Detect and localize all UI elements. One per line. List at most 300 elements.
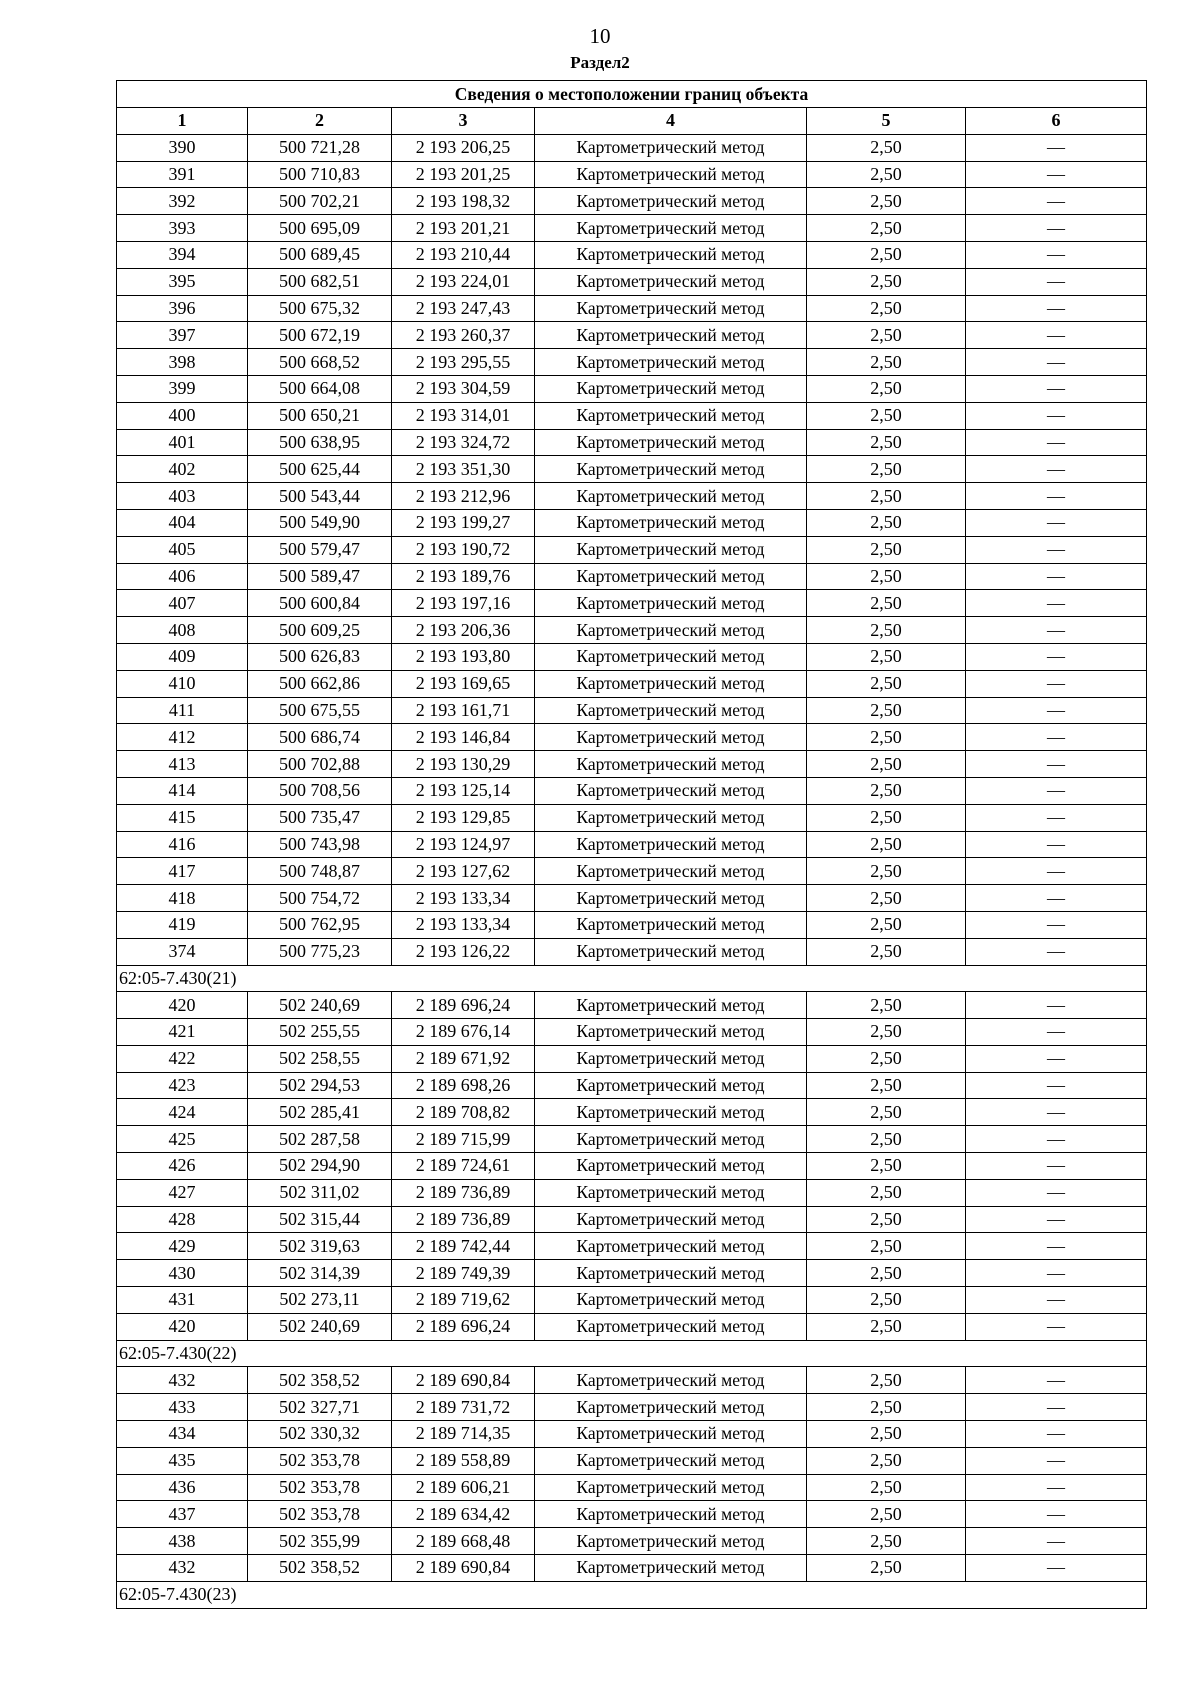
table-body [117,134,1147,1608]
table-cell: 438 [117,1528,248,1555]
table-cell: 2,50 [807,1528,966,1555]
table-cell: Картометрический метод [535,617,807,644]
table-cell: 2,50 [807,1260,966,1287]
table-row [117,1367,1147,1394]
table-cell: Картометрический метод [535,241,807,268]
table-cell: 502 330,32 [248,1421,392,1448]
table-cell: — [966,1313,1147,1340]
table-cell: 2,50 [807,1126,966,1153]
table-cell: 2,50 [807,188,966,215]
table-cell: 500 650,21 [248,402,392,429]
table-cell: 2 189 719,62 [392,1287,535,1314]
table-cell: 502 294,90 [248,1153,392,1180]
table-cell: 426 [117,1153,248,1180]
table-row [117,1045,1147,1072]
table-cell: 2,50 [807,375,966,402]
table-row [117,1474,1147,1501]
table-cell: — [966,429,1147,456]
table-cell: 437 [117,1501,248,1528]
table-row [117,1153,1147,1180]
group-label: 62:05-7.430(21) [117,965,1147,992]
table-cell: — [966,1528,1147,1555]
table-cell: — [966,322,1147,349]
table-cell: — [966,992,1147,1019]
table-cell: 2 193 124,97 [392,831,535,858]
table-cell: — [966,1394,1147,1421]
table-cell: 400 [117,402,248,429]
table-cell: 2,50 [807,1555,966,1582]
table-cell: 430 [117,1260,248,1287]
table-cell: — [966,1447,1147,1474]
table-cell: 407 [117,590,248,617]
table-cell: 2 189 558,89 [392,1447,535,1474]
table-cell: — [966,241,1147,268]
table-cell: 502 255,55 [248,1019,392,1046]
table-cell: — [966,590,1147,617]
table-cell: Картометрический метод [535,1019,807,1046]
table-cell: 422 [117,1045,248,1072]
table-cell: Картометрический метод [535,751,807,778]
table-cell: 2 193 161,71 [392,697,535,724]
table-cell: 500 625,44 [248,456,392,483]
table-cell: 2 193 260,37 [392,322,535,349]
table-row [117,804,1147,831]
table-cell: Картометрический метод [535,1474,807,1501]
table-cell: — [966,751,1147,778]
table-cell: — [966,1099,1147,1126]
table-cell: — [966,509,1147,536]
table-cell: Картометрический метод [535,1555,807,1582]
table-cell: 502 314,39 [248,1260,392,1287]
table-cell: 2,50 [807,483,966,510]
table-row [117,1287,1147,1314]
boundary-coordinates-table [116,80,1147,1609]
table-row [117,509,1147,536]
table-cell: 2 189 736,89 [392,1179,535,1206]
table-row [117,483,1147,510]
table-row [117,885,1147,912]
table-cell: Картометрический метод [535,858,807,885]
table-cell: 2 193 169,65 [392,670,535,697]
group-label: 62:05-7.430(22) [117,1340,1147,1367]
table-cell: — [966,188,1147,215]
column-number-cell: 4 [535,108,807,135]
table-cell: 502 294,53 [248,1072,392,1099]
table-cell: — [966,349,1147,376]
table-cell: — [966,1019,1147,1046]
table-cell: 408 [117,617,248,644]
table-cell: 435 [117,1447,248,1474]
table-cell: 500 702,88 [248,751,392,778]
table-row [117,1099,1147,1126]
table-cell: 2 189 668,48 [392,1528,535,1555]
table-cell: 2 193 201,21 [392,215,535,242]
table-row [117,456,1147,483]
table-cell: 500 708,56 [248,777,392,804]
table-cell: — [966,1501,1147,1528]
table-row [117,1501,1147,1528]
section-heading: Раздел2 [570,53,630,72]
table-cell: 500 675,55 [248,697,392,724]
table-cell: 2,50 [807,322,966,349]
table-cell: 500 609,25 [248,617,392,644]
table-cell: 395 [117,268,248,295]
table-row [117,188,1147,215]
table-row [117,1421,1147,1448]
table-cell: 411 [117,697,248,724]
table-cell: 2,50 [807,885,966,912]
table-cell: 2,50 [807,992,966,1019]
table-cell: 500 735,47 [248,804,392,831]
table-cell: 500 754,72 [248,885,392,912]
table-row [117,911,1147,938]
table-cell: 2 189 606,21 [392,1474,535,1501]
table-cell: 2,50 [807,1313,966,1340]
table-cell: 414 [117,777,248,804]
table-cell: Картометрический метод [535,215,807,242]
table-cell: 2,50 [807,241,966,268]
table-cell: 2 189 715,99 [392,1126,535,1153]
table-cell: Картометрический метод [535,1501,807,1528]
table-cell: — [966,1287,1147,1314]
table-cell: Картометрический метод [535,1153,807,1180]
table-row [117,992,1147,1019]
table-cell: — [966,1206,1147,1233]
table-cell: Картометрический метод [535,456,807,483]
column-number-cell: 1 [117,108,248,135]
table-row [117,322,1147,349]
table-cell: Картометрический метод [535,938,807,965]
table-cell: Картометрический метод [535,643,807,670]
table-cell: 500 626,83 [248,643,392,670]
table-row [117,1447,1147,1474]
table-cell: 500 710,83 [248,161,392,188]
table-row [117,1394,1147,1421]
table-cell: — [966,134,1147,161]
table-cell: 2 193 206,25 [392,134,535,161]
table-cell: 2 189 742,44 [392,1233,535,1260]
table-cell: 393 [117,215,248,242]
table-cell: 500 686,74 [248,724,392,751]
table-cell: 2,50 [807,697,966,724]
table-cell: — [966,938,1147,965]
table-cell: 2,50 [807,1287,966,1314]
table-cell: — [966,911,1147,938]
column-number-cell: 6 [966,108,1147,135]
table-cell: Картометрический метод [535,375,807,402]
table-cell: 405 [117,536,248,563]
table-cell: 502 319,63 [248,1233,392,1260]
table-cell: Картометрический метод [535,563,807,590]
table-cell: 2 193 324,72 [392,429,535,456]
table-cell: Картометрический метод [535,697,807,724]
table-cell: 396 [117,295,248,322]
table-cell: 2,50 [807,402,966,429]
table-cell: 500 579,47 [248,536,392,563]
table-cell: 420 [117,1313,248,1340]
table-cell: 421 [117,1019,248,1046]
table-cell: 425 [117,1126,248,1153]
table-cell: 2 193 351,30 [392,456,535,483]
table-cell: — [966,724,1147,751]
table-cell: 428 [117,1206,248,1233]
table-cell: — [966,161,1147,188]
table-cell: 2,50 [807,215,966,242]
group-header-row [117,1581,1147,1608]
table-cell: 429 [117,1233,248,1260]
table-row [117,724,1147,751]
table-cell: 390 [117,134,248,161]
table-row [117,241,1147,268]
table-cell: 502 258,55 [248,1045,392,1072]
table-cell: 2,50 [807,804,966,831]
table-cell: 2 193 199,27 [392,509,535,536]
table-cell: Картометрический метод [535,992,807,1019]
table-row [117,268,1147,295]
table-cell: 2,50 [807,1019,966,1046]
table-cell: 2,50 [807,563,966,590]
table-cell: 397 [117,322,248,349]
table-cell: Картометрический метод [535,1394,807,1421]
table-cell: 436 [117,1474,248,1501]
table-cell: 2 193 295,55 [392,349,535,376]
table-cell: 420 [117,992,248,1019]
table-cell: 502 287,58 [248,1126,392,1153]
table-row [117,590,1147,617]
table-cell: 2,50 [807,724,966,751]
table-cell: Картометрический метод [535,188,807,215]
table-cell: 2 189 696,24 [392,992,535,1019]
table-cell: 500 743,98 [248,831,392,858]
table-cell: 500 638,95 [248,429,392,456]
table-row [117,1528,1147,1555]
table-cell: 415 [117,804,248,831]
table-cell: 374 [117,938,248,965]
table-cell: Картометрический метод [535,322,807,349]
table-cell: — [966,831,1147,858]
table-cell: 2,50 [807,509,966,536]
table-cell: 2 189 676,14 [392,1019,535,1046]
table-cell: 410 [117,670,248,697]
table-cell: Картометрический метод [535,1260,807,1287]
table-cell: 2,50 [807,643,966,670]
table-cell: 417 [117,858,248,885]
table-cell: — [966,777,1147,804]
table-row [117,134,1147,161]
table-row [117,1126,1147,1153]
table-cell: 413 [117,751,248,778]
table-row [117,1233,1147,1260]
table-cell: 500 662,86 [248,670,392,697]
table-cell: 2,50 [807,938,966,965]
table-cell: Картометрический метод [535,1287,807,1314]
table-row [117,670,1147,697]
table-cell: — [966,643,1147,670]
table-cell: 2 189 690,84 [392,1555,535,1582]
table-cell: 502 315,44 [248,1206,392,1233]
table-cell: 2,50 [807,617,966,644]
table-cell: 431 [117,1287,248,1314]
table-row [117,375,1147,402]
table-cell: 398 [117,349,248,376]
table-cell: 406 [117,563,248,590]
page-number: 10 [589,24,611,48]
table-cell: 500 689,45 [248,241,392,268]
table-cell: 500 600,84 [248,590,392,617]
table-cell: 404 [117,509,248,536]
table-row [117,858,1147,885]
table-cell: Картометрический метод [535,1447,807,1474]
table-row [117,1179,1147,1206]
table-cell: Картометрический метод [535,1206,807,1233]
table-cell: 2 193 146,84 [392,724,535,751]
table-cell: 391 [117,161,248,188]
table-cell: — [966,402,1147,429]
table-cell: 433 [117,1394,248,1421]
table-cell: 500 748,87 [248,858,392,885]
table-cell: 2 189 690,84 [392,1367,535,1394]
table-cell: — [966,483,1147,510]
table-cell: 2 193 133,34 [392,885,535,912]
table-cell: 502 358,52 [248,1367,392,1394]
table-cell: 502 285,41 [248,1099,392,1126]
table-cell: 2 193 125,14 [392,777,535,804]
table-cell: 2,50 [807,1206,966,1233]
table-cell: Картометрический метод [535,509,807,536]
table-cell: 2,50 [807,858,966,885]
table-cell: — [966,670,1147,697]
table-row [117,938,1147,965]
table-cell: 416 [117,831,248,858]
table-cell: — [966,563,1147,590]
table-cell: 2 193 314,01 [392,402,535,429]
table-cell: 402 [117,456,248,483]
table-cell: — [966,268,1147,295]
table-cell: — [966,1260,1147,1287]
table-cell: 2 189 671,92 [392,1045,535,1072]
table-cell: 2,50 [807,911,966,938]
table-cell: 2 193 210,44 [392,241,535,268]
table-cell: 432 [117,1367,248,1394]
table-cell: Картометрический метод [535,402,807,429]
table-cell: 2 193 130,29 [392,751,535,778]
table-cell: 2,50 [807,777,966,804]
table-cell: — [966,295,1147,322]
table-cell: 2,50 [807,349,966,376]
table-row [117,536,1147,563]
table-cell: 2 193 190,72 [392,536,535,563]
table-cell: 502 353,78 [248,1474,392,1501]
table-cell: 2,50 [807,1045,966,1072]
table-cell: Картометрический метод [535,1313,807,1340]
column-number-row [117,108,1147,135]
table-cell: Картометрический метод [535,724,807,751]
table-cell: 2 193 189,76 [392,563,535,590]
table-cell: 500 675,32 [248,295,392,322]
table-cell: 500 668,52 [248,349,392,376]
table-cell: 502 353,78 [248,1501,392,1528]
table-cell: 2,50 [807,670,966,697]
table-cell: 399 [117,375,248,402]
table-cell: 2,50 [807,134,966,161]
table-cell: 500 672,19 [248,322,392,349]
table-cell: 2 189 731,72 [392,1394,535,1421]
table-cell: 401 [117,429,248,456]
table-row [117,617,1147,644]
table-cell: — [966,1153,1147,1180]
table-cell: 2 193 198,32 [392,188,535,215]
table-cell: 500 682,51 [248,268,392,295]
table-cell: 2,50 [807,1474,966,1501]
table-cell: 2,50 [807,590,966,617]
table-cell: — [966,1367,1147,1394]
table-cell: 2,50 [807,831,966,858]
table-cell: 2 189 749,39 [392,1260,535,1287]
table-cell: 2,50 [807,536,966,563]
table-cell: 2 193 193,80 [392,643,535,670]
table-cell: 424 [117,1099,248,1126]
table-cell: 502 273,11 [248,1287,392,1314]
table-row [117,402,1147,429]
table-cell: 2,50 [807,295,966,322]
table-cell: 2 189 698,26 [392,1072,535,1099]
table-cell: Картометрический метод [535,777,807,804]
table-cell: 2,50 [807,161,966,188]
table-cell: — [966,885,1147,912]
group-header-row [117,965,1147,992]
table-cell: — [966,617,1147,644]
table-cell: 2 193 201,25 [392,161,535,188]
table-cell: 2 189 634,42 [392,1501,535,1528]
table-cell: 2,50 [807,1072,966,1099]
table-cell: 502 311,02 [248,1179,392,1206]
table-cell: 403 [117,483,248,510]
table-row [117,1260,1147,1287]
table-row [117,563,1147,590]
table-cell: 502 353,78 [248,1447,392,1474]
table-cell: 500 702,21 [248,188,392,215]
table-cell: 2 193 224,01 [392,268,535,295]
table-cell: 2 193 197,16 [392,590,535,617]
table-cell: Картометрический метод [535,1045,807,1072]
table-cell: 2,50 [807,1367,966,1394]
table-cell: 502 358,52 [248,1555,392,1582]
table-cell: Картометрический метод [535,804,807,831]
table-cell: 427 [117,1179,248,1206]
table-cell: 2,50 [807,1233,966,1260]
table-cell: Картометрический метод [535,1421,807,1448]
column-number-cell: 3 [392,108,535,135]
table-cell: — [966,1233,1147,1260]
table-row [117,1313,1147,1340]
column-number-cell: 2 [248,108,392,135]
table-cell: 2,50 [807,1421,966,1448]
table-cell: — [966,858,1147,885]
table-cell: 2 189 696,24 [392,1313,535,1340]
table-cell: Картометрический метод [535,1126,807,1153]
table-cell: Картометрический метод [535,831,807,858]
table-cell: Картометрический метод [535,429,807,456]
table-cell: 500 543,44 [248,483,392,510]
table-cell: 500 695,09 [248,215,392,242]
table-cell: 409 [117,643,248,670]
table-cell: 2,50 [807,751,966,778]
table-cell: Картометрический метод [535,349,807,376]
table-row [117,161,1147,188]
table-cell: 434 [117,1421,248,1448]
table-cell: — [966,1072,1147,1099]
table-cell: 2 193 212,96 [392,483,535,510]
